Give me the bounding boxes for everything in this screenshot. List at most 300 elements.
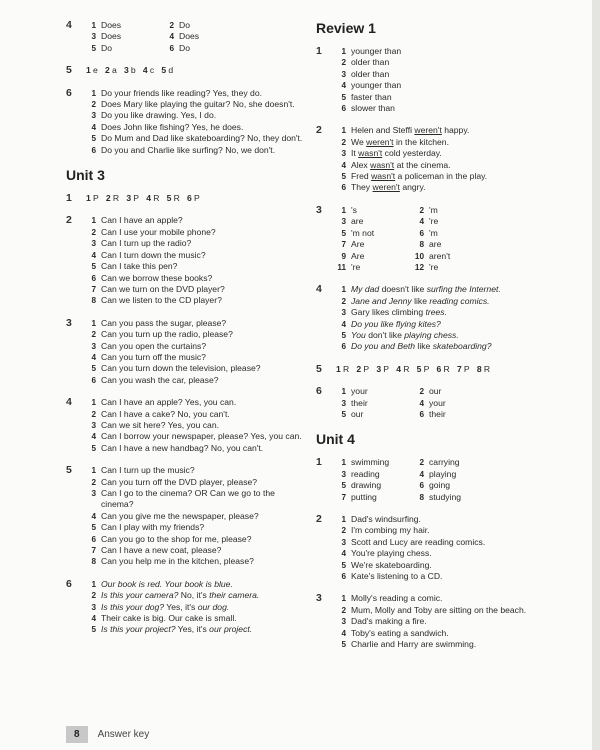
item-number: 4 [91,122,96,132]
answer-pair [146,193,159,203]
answer-item [336,148,566,159]
grid-cell [336,251,414,262]
grid-cell [414,216,566,227]
item-number: 1 [341,458,346,468]
exercise-number: 4 [66,19,72,31]
exercise-number: 3 [316,203,322,216]
exercise-6 [66,88,304,156]
item-number: 7 [341,240,346,250]
answer-item [86,420,304,431]
exercise-number: 5 [66,64,72,77]
answer-item [336,341,566,352]
item-number: 2 [419,387,424,397]
page-number: 8 [66,726,88,743]
grid-cell [414,386,566,397]
item-text: Do Mum and Dad like skateboarding? No, they don't. [101,133,303,144]
item-text: 'm not [351,227,375,238]
item-text: Can I turn up the music? [101,465,195,476]
item-number: 4 [341,549,346,559]
item-text: Can I have a new handbag? No, you can't. [101,442,264,453]
item-text: Can you open the curtains? [101,340,207,351]
exercise-answers [336,284,566,352]
item-number: 2 [169,21,174,30]
item-number: 11 [337,262,346,272]
item-number: 1 [91,318,96,328]
item-number: 2 [91,227,96,237]
item-text: 're [429,261,439,272]
item-text: Does [101,31,122,42]
grid-cell [164,31,304,42]
answer-item [336,514,566,525]
item-text: Can you wash the car, please? [101,374,219,385]
item-number: 4 [91,250,96,260]
item-number: 5 [91,625,96,635]
answer-item [86,352,304,363]
item-text: I'm combing my hair. [351,525,430,536]
item-text: Molly's reading a comic. [351,593,443,604]
unit4-exercise-1 [316,457,566,503]
text-part: Is this your dog? [101,601,165,612]
text-part: Their [101,613,123,624]
item-text: R [173,193,181,204]
answer-grid [336,457,566,503]
review-exercise-4 [316,284,566,352]
text-part: They [351,182,373,193]
grid-cell [414,457,566,468]
grid-cell [336,480,414,491]
answer-item [86,318,304,329]
footer-label: Answer key [97,729,150,740]
item-text: R [403,363,410,374]
item-text: Can I have a new coat, please? [101,545,222,556]
item-number: 1 [86,193,91,204]
item-number: 2 [91,477,96,487]
underlined-word: wasn't [370,159,395,170]
grid-cell [336,216,414,227]
text-part: Our book is red. [101,578,163,589]
answer-item [86,99,304,110]
answer-inline [336,364,566,375]
text-part: Yes, it's [175,624,210,635]
item-number: 9 [341,251,346,261]
item-number: 1 [341,126,346,136]
item-text: Can I have an apple? Yes, you can. [101,397,237,408]
item-number: 8 [91,296,96,306]
item-number: 6 [187,193,192,204]
text-part: playing chess. [404,329,459,340]
item-number: 1 [91,466,96,476]
item-text: P [463,363,470,374]
answer-item [86,545,304,556]
answer-item [86,133,304,144]
exercise-number: 2 [316,513,322,525]
item-number: 3 [91,602,96,612]
answer-item [86,329,304,340]
text-part: doesn't like [379,284,427,295]
item-text: Can you go to the shop for me, please? [101,533,252,544]
item-number: 4 [419,469,424,479]
grid-cell [164,20,304,31]
item-number: 5 [341,228,346,238]
item-text: Are [351,239,365,250]
answer-item [86,590,304,601]
item-number: 2 [341,296,346,306]
text-part: reading comics. [429,295,490,306]
text-part: We [351,136,367,147]
item-number: 1 [341,515,346,524]
review-exercise-5 [316,364,566,375]
exercise-number: 5 [316,362,322,375]
grid-cell [336,469,414,480]
item-text: Can we listen to the CD player? [101,295,222,306]
answer-item [336,330,566,341]
item-text: 'm [429,227,438,238]
underlined-word: weren't [414,125,442,136]
answer-pair [161,65,173,75]
underlined-word: weren't [372,182,400,193]
item-number: 3 [341,537,346,547]
item-text [351,137,566,148]
item-text: R [112,193,120,204]
item-text: going [429,480,451,491]
text-part: cold yesterday. [382,148,442,159]
item-text: P [383,363,390,374]
text-part: Fred [351,171,372,182]
answer-grid [336,205,566,273]
answer-item [336,605,566,616]
item-text: Can I use your mobile phone? [101,226,216,237]
exercise-answers [86,65,304,76]
answer-item [336,137,566,148]
item-number: 5 [341,330,346,340]
item-text [351,171,566,182]
answer-item [86,110,304,121]
exercise-answers [86,579,304,636]
item-number: 1 [341,285,346,295]
text-part: Yes, it's [164,601,198,612]
item-text: Scott and Lucy are reading comics. [351,536,486,547]
answer-item [86,215,304,226]
answer-item [336,296,566,307]
item-number: 2 [91,330,96,340]
answer-item [336,628,566,639]
grid-cell [336,262,414,273]
item-number: 2 [341,58,346,68]
item-text: Can I go to the cinema? OR Can we go to the cinema? [101,488,275,510]
item-number: 10 [414,251,424,261]
item-number: 4 [341,81,346,91]
item-number: 1 [341,205,346,215]
item-text: Can we turn on the DVD player? [101,283,225,294]
item-number: 4 [91,511,96,521]
item-text [101,602,304,613]
item-number: 5 [341,481,346,491]
item-number: 3 [341,149,346,159]
text-part: their camera. [209,590,260,601]
item-text: R [342,363,350,374]
answer-item [336,92,566,103]
answer-item [86,522,304,533]
text-part: in the kitchen. [393,136,449,147]
item-text: R [153,193,160,204]
exercise-answers [86,465,304,568]
underlined-word: wasn't [358,148,383,159]
answer-item [86,488,304,511]
item-number: 4 [341,160,346,170]
item-text: Does Mary like playing the guitar? No, she doesn't. [101,99,295,110]
exercise-number: 1 [66,192,72,205]
item-text: Does [179,31,200,42]
grid-cell [414,251,566,262]
text-part: our dog. [197,601,230,612]
item-text [351,125,566,136]
grid-cell [414,469,566,480]
exercise-answers [86,88,304,156]
answer-item [336,307,566,318]
text-part: our project. [209,624,253,635]
item-number: 4 [91,614,96,624]
item-number: 1 [341,387,346,397]
item-number: 6 [91,534,96,544]
grid-cell [336,205,414,216]
item-number: 3 [126,193,132,204]
item-text [351,330,566,341]
item-text [351,148,566,159]
item-text: younger than [351,46,402,56]
answer-item [86,273,304,284]
exercise-answers [86,20,304,54]
answer-item [86,261,304,272]
text-part: Is this your camera? [101,590,179,601]
answer-item [86,375,304,386]
answer-item [86,284,304,295]
answer-pair [477,364,490,374]
item-text: Can we sit here? Yes, you can. [101,419,219,430]
answer-item [86,443,304,454]
item-text: P [92,193,99,204]
answer-pair [336,364,349,374]
exercise-number: 2 [66,214,72,227]
answer-item [86,477,304,488]
item-number: 5 [91,443,96,453]
item-text: Can I take this pen? [101,261,178,272]
item-number: 2 [356,363,362,374]
answer-item [86,624,304,635]
item-number: 5 [91,262,96,272]
answer-item [86,145,304,156]
item-text: 's [351,204,357,215]
item-text: Does [101,20,122,30]
answer-item [86,238,304,249]
text-part: trees. [425,307,447,318]
exercise-answers [336,205,566,273]
answer-pair [356,364,369,374]
item-text: Can I play with my friends? [101,522,205,533]
item-number: 5 [341,92,346,102]
answer-item [336,80,566,91]
item-text: Are [351,250,365,261]
unit3-exercise-2 [66,215,304,306]
item-text: studying [429,491,462,502]
item-number: 7 [91,284,96,294]
item-number: 1 [91,21,96,30]
item-text: your [429,397,446,408]
exercise-answers [86,397,304,454]
item-text: our [429,386,442,397]
text-part: It [351,148,359,159]
item-text: Can you turn up the radio, please? [101,329,233,340]
item-number: 5 [341,409,346,419]
item-text: P [423,363,430,374]
answer-item [336,616,566,627]
item-text: your [351,386,368,397]
item-text: R [443,363,450,374]
item-text [101,590,304,601]
review-exercise-6 [316,386,566,420]
item-number: 6 [341,104,346,114]
exercise-answers [86,215,304,306]
answer-item [336,548,566,559]
answer-pair [376,364,389,374]
exercise-answers [336,46,566,114]
answer-item [86,579,304,590]
answer-pair [396,364,409,374]
item-number: 1 [91,579,96,589]
grid-cell [336,239,414,250]
item-text: our [351,408,364,419]
text-part: You [351,329,366,340]
grid-cell [86,31,164,42]
text-part: cake is small. [182,613,237,624]
item-text: P [363,363,370,374]
answer-pair [167,193,180,203]
item-number: 6 [419,228,424,238]
item-number: 5 [341,560,346,570]
answer-item [86,409,304,420]
answer-item [336,571,566,582]
item-text: Can you pass the sugar, please? [101,317,227,328]
item-text [351,182,566,193]
item-number: 4 [341,628,346,638]
answer-item [86,602,304,613]
answer-item [86,613,304,624]
item-text [101,624,304,635]
item-text: 're [429,216,439,227]
grid-cell [414,409,566,420]
item-number: 6 [341,183,346,193]
item-number: 4 [91,352,96,362]
answer-item [86,511,304,522]
item-text: b [130,65,136,76]
item-number: 5 [91,134,96,144]
item-number: 6 [419,409,424,419]
answer-pair [143,65,154,75]
item-number: 2 [91,100,96,110]
item-text: Do [179,42,190,53]
item-number: 5 [91,43,96,53]
text-part: flying kites? [395,318,441,329]
item-text: Do your friends like reading? Yes, they do. [101,87,262,98]
page-edge [592,0,600,750]
item-number: 2 [419,458,424,468]
item-number: 1 [336,363,341,374]
underlined-word: wasn't [371,171,396,182]
exercise-number: 6 [316,385,322,398]
underlined-word: weren't [366,136,394,147]
item-text: Dad's making a fire. [351,616,427,627]
item-text: Can I turn up the radio? [101,238,192,249]
item-number: 3 [341,69,346,79]
text-part: skateboarding? [432,341,492,352]
item-number: 8 [476,363,482,374]
item-text: Can you turn off the music? [101,351,206,362]
item-number: 5 [91,364,96,374]
answer-item [336,639,566,650]
text-part: like [415,341,433,352]
item-number: 8 [91,557,96,567]
grid-cell [414,398,566,409]
item-number: 4 [146,193,152,204]
review-exercise-3 [316,205,566,273]
item-text [101,579,304,590]
exercise-number: 4 [66,396,72,409]
answer-item [336,160,566,171]
answer-item [86,122,304,133]
item-text: aren't [429,250,451,261]
item-text: younger than [351,80,402,91]
item-text: playing [429,468,457,479]
answer-item [336,537,566,548]
item-number: 3 [91,32,96,42]
item-number: 2 [341,137,346,147]
unit4-exercise-3 [316,593,566,650]
item-number: 2 [341,526,346,536]
item-text [351,319,566,330]
answer-grid [86,20,304,54]
answer-pair [126,193,139,203]
item-text: older than [351,57,390,68]
item-number: 2 [341,605,346,615]
item-text: their [351,397,368,408]
answer-pair [187,193,200,203]
item-text: carrying [429,457,460,468]
item-number: 2 [105,193,111,204]
item-text: P [133,193,140,204]
item-number: 7 [91,546,96,556]
item-number: 7 [456,363,462,374]
item-number: 1 [341,594,346,604]
item-text: Do you like drawing. Yes, I do. [101,110,217,121]
item-number: 3 [91,489,96,498]
item-number: 6 [419,481,424,491]
grid-cell [414,228,566,239]
item-number: 3 [91,420,96,430]
answer-item [336,560,566,571]
item-text: Toby's eating a sandwich. [351,627,449,638]
item-number: 6 [341,342,346,352]
item-number: 2 [419,205,424,215]
item-number: 1 [341,47,346,56]
grid-cell [86,43,164,54]
item-text: putting [351,491,377,502]
exercise-number: 6 [66,577,72,590]
unit4-exercise-2 [316,514,566,582]
answer-item [336,57,566,68]
answer-item [86,534,304,545]
item-text: Charlie and Harry are swimming. [351,639,477,650]
item-text: Do you and Charlie like surfing? No, we don't. [101,144,276,155]
item-text: Can you turn down the television, please? [101,363,261,374]
